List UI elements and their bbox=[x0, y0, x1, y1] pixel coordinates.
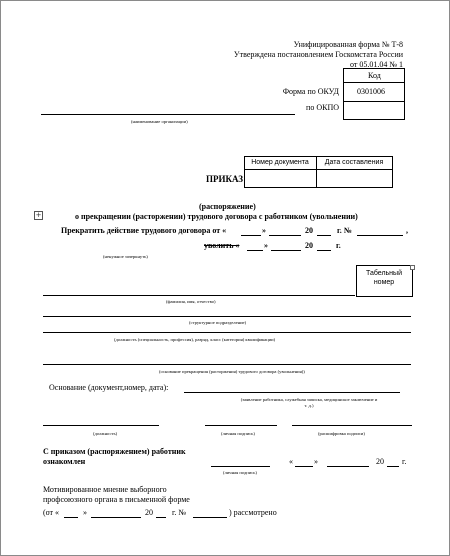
position-line[interactable] bbox=[43, 332, 411, 333]
terminate-comma: , bbox=[406, 226, 408, 235]
form-name: Унифицированная форма № Т-8 bbox=[293, 40, 403, 49]
terminate-day-field[interactable] bbox=[241, 235, 261, 236]
okud-value[interactable]: 0301006 bbox=[357, 87, 385, 96]
union-considered: ) рассмотрено bbox=[229, 508, 277, 517]
signature-hint: (личная подпись) bbox=[221, 431, 255, 436]
basis-line[interactable] bbox=[184, 392, 400, 393]
strike-hint: (ненужное зачеркнуть) bbox=[103, 254, 148, 259]
familiar-year: г. bbox=[402, 457, 407, 466]
grounds-hint: (основание прекращения (расторжения) трудового договора (увольнения)) bbox=[159, 369, 305, 374]
union-line2: профсоюзного органа в письменной форме bbox=[43, 495, 190, 504]
move-handle-icon[interactable]: + bbox=[35, 211, 42, 219]
familiar-line2: ознакомлен bbox=[43, 457, 86, 466]
union-number-field[interactable] bbox=[193, 517, 227, 518]
familiar-century: 20 bbox=[376, 457, 384, 466]
okud-label: Форма по ОКУД bbox=[282, 87, 339, 96]
union-year-field[interactable] bbox=[156, 517, 166, 518]
dismiss-day-field[interactable] bbox=[247, 250, 263, 251]
signature-line[interactable] bbox=[205, 425, 277, 426]
unit-line[interactable] bbox=[43, 316, 411, 317]
fio-hint: (фамилия, имя, отчество) bbox=[166, 299, 216, 304]
dismiss-century: 20 bbox=[305, 241, 313, 250]
terminate-century: 20 bbox=[305, 226, 313, 235]
code-table-divider bbox=[343, 101, 405, 102]
unit-hint: (структурное подразделение) bbox=[189, 320, 247, 325]
terminate-close-quote: » bbox=[262, 226, 266, 235]
org-name-hint: (наименование организации) bbox=[131, 119, 188, 124]
prikaz-subtitle: (распоряжение) bbox=[199, 202, 256, 211]
union-line1: Мотивированное мнение выборного bbox=[43, 485, 167, 494]
fio-line[interactable] bbox=[43, 295, 355, 296]
org-name-line[interactable] bbox=[41, 114, 295, 115]
familiar-close-quote: » bbox=[314, 457, 318, 466]
decoding-line[interactable] bbox=[292, 425, 412, 426]
form-approval: Утверждена постановлением Госкомстата России bbox=[233, 50, 403, 59]
doc-number-header: Номер документа bbox=[251, 159, 309, 166]
okpo-label: по ОКПО bbox=[306, 103, 339, 112]
familiar-line1: С приказом (распоряжением) работник bbox=[43, 447, 186, 456]
doc-table-divider bbox=[244, 169, 393, 170]
familiar-month-field[interactable] bbox=[327, 466, 369, 467]
form-approval-date: от 05.01.04 № 1 bbox=[349, 60, 403, 69]
code-table-divider bbox=[343, 82, 405, 83]
union-day-field[interactable] bbox=[64, 517, 78, 518]
position-sign-hint: (должность) bbox=[93, 431, 118, 436]
code-header: Код bbox=[368, 71, 381, 80]
position-sign-line[interactable] bbox=[43, 425, 159, 426]
union-month-field[interactable] bbox=[91, 517, 141, 518]
union-century: 20 bbox=[145, 508, 153, 517]
resize-handle-icon[interactable] bbox=[410, 265, 415, 270]
terminate-label: Прекратить действие трудового договора от « bbox=[61, 226, 227, 235]
prikaz-title: ПРИКАЗ bbox=[206, 174, 244, 184]
doc-date-header: Дата составления bbox=[324, 159, 384, 166]
basis-label: Основание (документ,номер, дата): bbox=[49, 383, 169, 392]
dismiss-month-field[interactable] bbox=[271, 250, 301, 251]
familiar-open-quote: « bbox=[289, 457, 293, 466]
terminate-month-field[interactable] bbox=[269, 235, 301, 236]
union-close-quote: » bbox=[83, 508, 87, 517]
terminate-year-no: г. № bbox=[337, 226, 352, 235]
union-open: (от « bbox=[43, 508, 60, 517]
dismiss-year: г. bbox=[336, 241, 341, 250]
union-year-no: г. № bbox=[172, 508, 187, 517]
familiar-year-field[interactable] bbox=[387, 466, 399, 467]
familiar-day-field[interactable] bbox=[295, 466, 313, 467]
terminate-year-field[interactable] bbox=[317, 235, 331, 236]
grounds-line[interactable] bbox=[43, 364, 411, 365]
familiar-signature-hint: (личная подпись) bbox=[223, 470, 257, 475]
dismiss-year-field[interactable] bbox=[317, 250, 331, 251]
docs-hint: (заявление работника, служебная записка, медицинское заключение и т. д.) bbox=[240, 397, 378, 408]
dismiss-close-quote: » bbox=[264, 241, 268, 250]
position-hint: (должность (специальность, профессия), разряд, класс (категория) квалификации) bbox=[114, 337, 276, 342]
decoding-hint: (расшифровка подписи) bbox=[318, 431, 365, 436]
tab-number-header: Табельный номер bbox=[366, 270, 402, 286]
familiar-signature-line[interactable] bbox=[211, 466, 270, 467]
terminate-number-field[interactable] bbox=[357, 235, 403, 236]
dismiss-label: уволить « bbox=[204, 241, 240, 250]
prikaz-subject: о прекращении (расторжении) трудового договора с работником (увольнении) bbox=[75, 212, 358, 221]
